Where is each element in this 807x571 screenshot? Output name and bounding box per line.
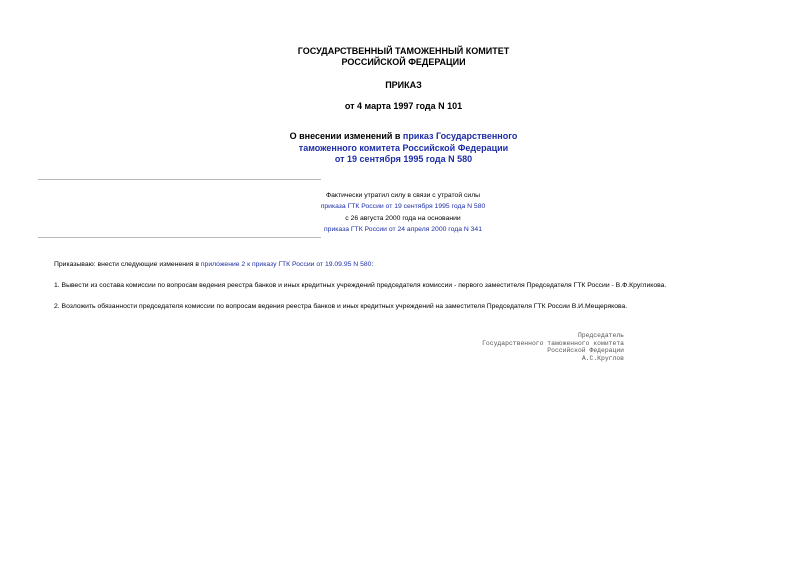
document-type: ПРИКАЗ bbox=[385, 80, 422, 90]
status-note-link-1[interactable]: приказа ГТК России от 19 сентября 1995 года N 580 bbox=[320, 203, 486, 211]
item-2-paragraph: 2. Возложить обязанности председателя комиссии по вопросам ведения реестра банков и иных кредитных учреждений на заместителя Председателя ГТК России В.И.Мещерякова. bbox=[54, 303, 628, 310]
signature-line-4: А.С.Круглов bbox=[581, 354, 624, 362]
item-1-paragraph: 1. Вывести из состава комиссии по вопросам ведения реестра банков и иных кредитных учреждений председателя комиссии - первого заместителя Председателя ГТК России - В.Ф.Кругликова. bbox=[54, 282, 667, 289]
divider-bottom bbox=[38, 237, 321, 238]
issuer-line-1: ГОСУДАРСТВЕННЫЙ ТАМОЖЕННЫЙ КОМИТЕТ bbox=[297, 46, 510, 56]
title-prefix: О внесении изменений в bbox=[289, 131, 403, 141]
status-note-line-1: Фактически утратил силу в связи с утратой силы bbox=[325, 192, 481, 199]
document-title bbox=[0, 131, 807, 166]
status-note-link-2[interactable]: приказа ГТК России от 24 апреля 2000 года N 341 bbox=[324, 225, 482, 233]
document-date: от 4 марта 1997 года N 101 bbox=[344, 101, 463, 111]
signature-line-2: Государственного таможенного комитета bbox=[482, 339, 624, 347]
status-note-line-3: с 26 августа 2000 года на основании bbox=[345, 214, 461, 222]
divider-top bbox=[38, 179, 321, 180]
issuer-heading bbox=[0, 46, 807, 67]
signature-block bbox=[430, 332, 624, 362]
signature-line-3: Российской Федерации bbox=[547, 347, 624, 355]
appendix-link[interactable]: приложение 2 к приказу ГТК России от 19.09.95 N 580 bbox=[200, 261, 372, 268]
signature-line-1: Председатель bbox=[577, 332, 624, 339]
intro-text: Приказываю: внести следующие изменения в bbox=[54, 261, 201, 268]
issuer-line-2: РОССИЙСКОЙ ФЕДЕРАЦИИ bbox=[341, 56, 466, 67]
intro-paragraph bbox=[54, 260, 373, 269]
title-link-line-1[interactable]: приказ Государственного bbox=[402, 131, 518, 141]
status-note bbox=[223, 190, 583, 235]
title-link-line-3[interactable]: от 19 сентября 1995 года N 580 bbox=[334, 154, 473, 164]
title-link-line-2[interactable]: таможенного комитета Российской Федерации bbox=[298, 142, 509, 153]
intro-suffix: : bbox=[371, 261, 374, 268]
